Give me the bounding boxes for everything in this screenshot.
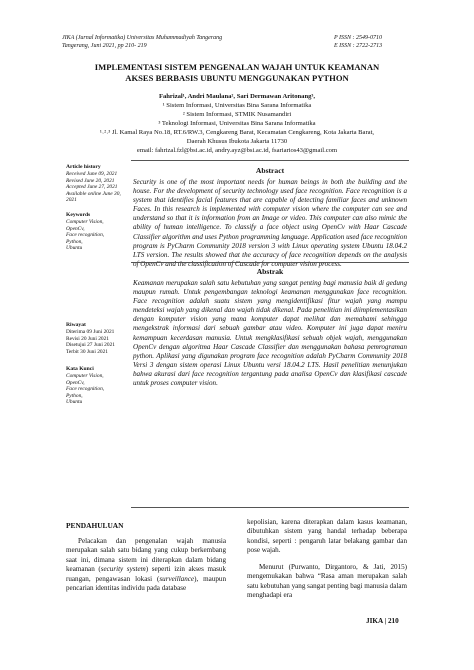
kata-kunci bbox=[66, 366, 126, 406]
affiliation-1: ¹ Sistem Informasi, Universitas Bina Sarana Informatika bbox=[162, 102, 312, 109]
intro-text: ) seperti izin akses masuk ruangan, pengawasan lokasi ( bbox=[66, 565, 226, 583]
abstract-heading: Abstract bbox=[255, 166, 285, 175]
riwayat-disetujui: Disetujui 27 Juni 2021 bbox=[66, 342, 115, 349]
affiliation-2: ² Sistem Informasi, STMIK Nusamandiri bbox=[182, 111, 292, 118]
article-history-heading: Article history bbox=[66, 164, 101, 170]
keyword-item: Face recognition, bbox=[66, 232, 105, 239]
journal-issue: Tangerang, Juni 2021, pp 210- 219 bbox=[62, 43, 147, 49]
keyword-item: OpenCv, bbox=[66, 225, 85, 232]
intro-text: Pelacakan dan pengenalan wajah manusia merupakan salah satu bidang yang cukup berkembang saat ini, dimana sistem ini diterapkan dalam bidang keamanan ( bbox=[66, 537, 226, 574]
keyword-item: Ubuntu bbox=[66, 245, 83, 252]
author-emails: email: fahrizal.fzl@bsi.ac.id, andry.ayz@bsi.ac.id, fsariarios43@gmail.com bbox=[136, 147, 338, 154]
riwayat-revisi: Revisi 20 Juni 2021 bbox=[66, 335, 109, 342]
riwayat-heading: Riwayat bbox=[66, 322, 86, 328]
intro-paragraph-right-1: kepolisian, karena diterapkan dalam kasus keamanan, dibutuhkan sistem yang handal terhadap beberapa kondisi, seperti : pengaruh latar belakang gambar dan pose wajah. bbox=[247, 518, 407, 555]
abstrak-bottom-rule bbox=[131, 507, 409, 508]
intro-paragraph-right-2: Menurut (Purwanto, Dirgantoro, & Jati, 2015) mengemukakan bahwa “Rasa aman merupakan salah satu kebutuhan yang sangat penting bagi manusia dalam menghadapi era bbox=[247, 563, 407, 600]
keywords-heading: Keywords bbox=[66, 212, 91, 218]
section-heading-pendahuluan: PENDAHULUAN bbox=[66, 521, 124, 530]
kata-kunci-heading: Kata Kunci bbox=[66, 366, 94, 372]
riwayat-diterima: Diterima 09 Juni 2021 bbox=[66, 329, 115, 335]
riwayat-terbit: Terbit 30 Juni 2021 bbox=[66, 348, 108, 355]
page-number: JIKA | 210 bbox=[366, 617, 399, 625]
address-line-1: ¹˒²˒³ Jl. Kamal Raya No.18, RT.6/RW.3, Cengkareng Barat, Kecamatan Cengkareng, Kota Jakarta Barat, bbox=[99, 129, 375, 136]
keywords bbox=[66, 212, 126, 252]
intro-text: ), maupun pencarian identitas individu pada database bbox=[66, 574, 227, 593]
history-online: Available online June 30, 2021 bbox=[66, 190, 121, 204]
address-line-2: Daerah Khusus Ibukota Jakarta 11730 bbox=[186, 138, 288, 145]
abstract-text: Security is one of the most important needs for human beings in both the building and the house. For the development of security technology used face recognition. Face recognition is a system that identifies facial features that are capable of detecting familiar faces and unknown Faces. In this research is implemented with computer vision where the computer can see and understand so that it is information from an Image or video. This computer can also mimic the ability of human intelligence. To classify a face object using OpenCv with Haar Cascade Classifier algorithm and uses Python programming language. Application used face recognition program is PyCharm Community 2018 version 3 with Linux operating system Ubuntu 18.04.2 LTS version. The results showed that the accuracy of face recognition depends on the analysis of OpenCv and the classification of Cascade for computer vision process. bbox=[133, 178, 407, 268]
intro-term-security-system: security system bbox=[100, 565, 146, 574]
p-issn: P ISSN : 2549-0710 bbox=[334, 35, 383, 41]
kata-kunci-item: Ubuntu bbox=[66, 399, 83, 406]
abstrak-heading: Abstrak bbox=[256, 267, 284, 276]
intro-paragraph-left bbox=[66, 537, 226, 593]
kata-kunci-item: OpenCv, bbox=[66, 379, 85, 386]
abstrak-text: Keamanan merupakan salah satu kebutuhan yang sangat penting bagi manusia baik di gedung maupun rumah. Untuk pengembangan teknologi keamanan menggunakan face recognition. Face recognition adalah suatu sistem yang mengidentifikasi fitur wajah yang mampu mendeteksi wajah yang dikenal dan wajah tidak dikenal. Pada penelitian ini diimplementasikan dengan komputer vision yang mana komputer dapat melihat dan memahami sehingga mengekstrak informasi dari sebuah gambar atau video. Komputer ini juga dapat meniru kemampuan kecerdasan manusia. Untuk mengklasifikasi sebuah objek wajah, menggunakan OpenCv dengan algoritma Haar Cascade Classifier dan menggunakan bahasa pemrograman python. Aplikasi yang digunakan program face recognition adalah PyCharm Community 2018 Versi 3 dengan sistem operasi Linux Ubuntu versi 18.04.2 LTS. Hasil penelitian menunjukan bahwa akurasi dari face recognition tergantung pada analisa OpenCv dan klasifikasi cascade untuk proses computer vision. bbox=[133, 279, 407, 388]
kata-kunci-item: Computer Vision, bbox=[66, 373, 104, 379]
history-accepted: Accepted June 27, 2021 bbox=[66, 184, 118, 191]
kata-kunci-item: Face recognition, bbox=[66, 386, 105, 393]
keyword-item: Python, bbox=[66, 238, 83, 245]
paper-title-line-1: IMPLEMENTASI SISTEM PENGENALAN WAJAH UNTUK KEAMANAN bbox=[94, 62, 380, 72]
abstract-bottom-rule bbox=[131, 262, 409, 263]
intro-term-surveillance: surveillance bbox=[159, 574, 195, 583]
author-names: Fahrizal¹, Andri Maulana², Sari Dermawan Aritonang³, bbox=[158, 93, 316, 100]
history-received: Received June 09, 2021 bbox=[66, 171, 118, 177]
kata-kunci-item: Python, bbox=[66, 392, 83, 399]
keyword-item: Computer Vision, bbox=[66, 219, 104, 225]
journal-name: JIKA (Jurnal Informatika) Universitas Muhammadiyah Tangerang bbox=[62, 35, 223, 41]
riwayat bbox=[66, 322, 126, 355]
paper-title-line-2: AKSES BERBASIS UBUNTU MENGGUNAKAN PYTHON bbox=[125, 73, 349, 83]
affiliation-3: ³ Teknologi Informasi, Universitas Bina Sarana Informatika bbox=[158, 120, 316, 127]
article-history bbox=[66, 164, 126, 204]
e-issn: E ISSN : 2722-2713 bbox=[334, 43, 383, 49]
history-revised: Revised June 20, 2021 bbox=[66, 177, 115, 184]
abstract-top-rule bbox=[131, 160, 409, 161]
